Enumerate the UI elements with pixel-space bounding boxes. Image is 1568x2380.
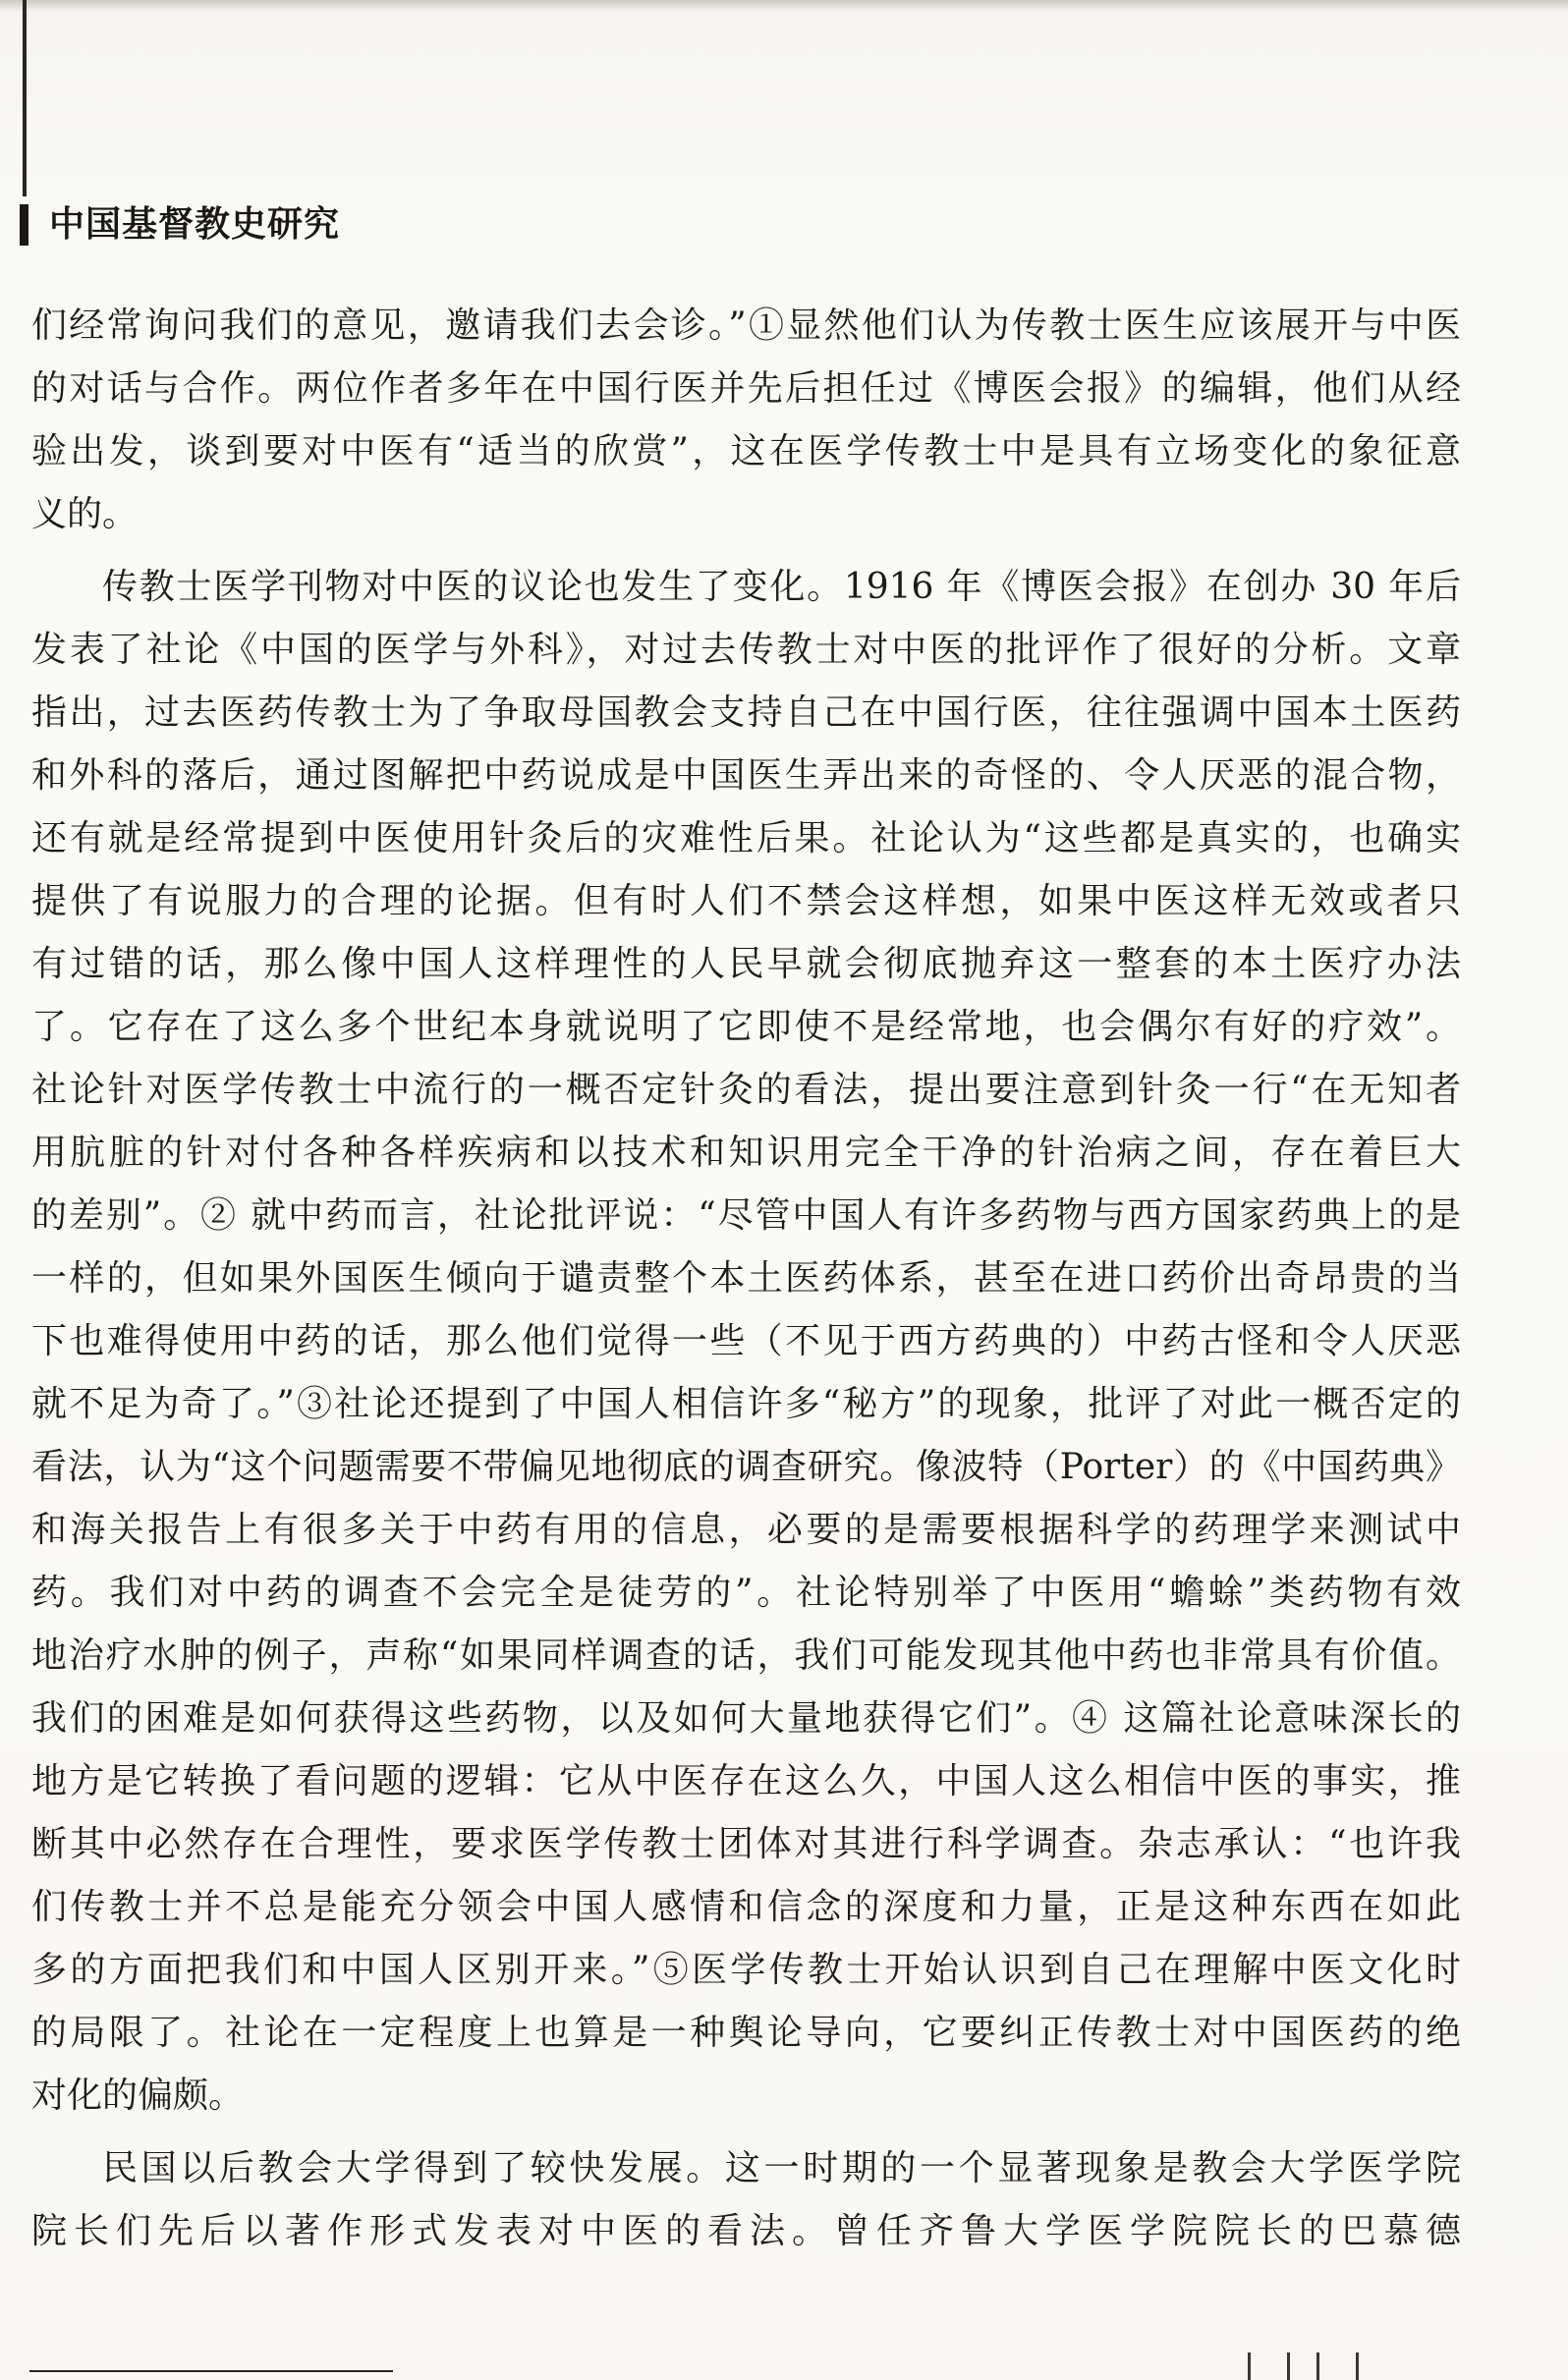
text-line: 传教士医学刊物对中医的议论也发生了变化。1916 年《博医会报》在创办 30 年后	[102, 567, 1461, 607]
text-line: 就不足为奇了。”③社论还提到了中国人相信许多“秘方”的现象，批评了对此一概否定的	[31, 1384, 1461, 1424]
paragraph-gap	[31, 546, 1461, 556]
text-line: 药。我们对中药的调查不会完全是徒劳的”。社论特别举了中医用“蟾蜍”类药物有效	[31, 1573, 1461, 1613]
body-text	[31, 295, 1461, 2263]
text-line: 还有就是经常提到中医使用针灸后的灾难性后果。社论认为“这些都是真实的，也确实	[31, 818, 1461, 858]
running-head-marker	[20, 204, 28, 246]
footnote-separator-rule	[29, 2370, 393, 2372]
text-line: 下也难得使用中药的话，那么他们觉得一些（不见于西方药典的）中药古怪和令人厌恶	[31, 1321, 1461, 1361]
paragraph-gap	[31, 2128, 1461, 2137]
text-line: 地方是它转换了看问题的逻辑：它从中医存在这么久，中国人这么相信中医的事实，推	[31, 1761, 1461, 1801]
text-line: 的差别”。② 就中药而言，社论批评说：“尽管中国人有许多药物与西方国家药典上的是	[31, 1195, 1461, 1236]
text-line: 义的。	[31, 494, 139, 534]
text-line: 提供了有说服力的合理的论据。但有时人们不禁会这样想，如果中医这样无效或者只	[31, 881, 1461, 921]
text-line: 指出，过去医药传教士为了争取母国教会支持自己在中国行医，往往强调中国本土医药	[31, 692, 1461, 733]
text-line: 民国以后教会大学得到了较快发展。这一时期的一个显著现象是教会大学医学院	[102, 2148, 1461, 2188]
text-line: 对化的偏颇。	[31, 2076, 245, 2116]
text-line: 社论针对医学传教士中流行的一概否定针灸的看法，提出要注意到针灸一行“在无知者	[31, 1070, 1461, 1110]
running-head-title: 中国基督教史研究	[49, 204, 341, 245]
page-top-shadow	[0, 0, 1568, 12]
page-edge-marks	[1248, 2352, 1366, 2380]
text-line: 多的方面把我们和中国人区别开来。”⑤医学传教士开始认识到自己在理解中医文化时	[31, 1950, 1461, 1990]
text-line: 的局限了。社论在一定程度上也算是一种舆论导向，它要纠正传教士对中国医药的绝	[31, 2013, 1461, 2053]
text-line: 用肮脏的针对付各种各样疾病和以技术和知识用完全干净的针治病之间，存在着巨大	[31, 1133, 1461, 1173]
text-line: 们传教士并不总是能充分领会中国人感情和信念的深度和力量，正是这种东西在如此	[31, 1887, 1461, 1927]
text-line: 了。它存在了这么多个世纪本身就说明了它即使不是经常地，也会偶尔有好的疗效”。	[31, 1007, 1461, 1047]
text-line: 验出发，谈到要对中医有“适当的欣赏”，这在医学传教士中是具有立场变化的象征意	[31, 431, 1461, 471]
text-line: 院长们先后以著作形式发表对中医的看法。曾任齐鲁大学医学院院长的巴慕德	[31, 2211, 1461, 2251]
left-margin-rule	[23, 0, 27, 196]
text-line: 我们的困难是如何获得这些药物，以及如何大量地获得它们”。④ 这篇社论意味深长的	[31, 1698, 1461, 1739]
text-line: 断其中必然存在合理性，要求医学传教士团体对其进行科学调查。杂志承认：“也许我	[31, 1824, 1461, 1864]
text-line: 地治疗水肿的例子，声称“如果同样调查的话，我们可能发现其他中药也非常具有价值。	[31, 1635, 1461, 1676]
text-line: 看法，认为“这个问题需要不带偏见地彻底的调查研究。像波特（Porter）的《中国药典》	[31, 1447, 1461, 1487]
text-line: 和海关报告上有很多关于中药有用的信息，必要的是需要根据科学的药理学来测试中	[31, 1510, 1461, 1550]
text-line: 发表了社论《中国的医学与外科》，对过去传教士对中医的批评作了很好的分析。文章	[31, 630, 1461, 670]
text-line: 一样的，但如果外国医生倾向于谴责整个本土医药体系，甚至在进口药价出奇昂贵的当	[31, 1258, 1461, 1299]
text-line: 们经常询问我们的意见，邀请我们去会诊。”①显然他们认为传教士医生应该展开与中医	[31, 305, 1461, 346]
text-line: 有过错的话，那么像中国人这样理性的人民早就会彻底抛弃这一整套的本土医疗办法	[31, 944, 1461, 984]
text-line: 和外科的落后，通过图解把中药说成是中国医生弄出来的奇怪的、令人厌恶的混合物，	[31, 755, 1461, 796]
text-line: 的对话与合作。两位作者多年在中国行医并先后担任过《博医会报》的编辑，他们从经	[31, 368, 1461, 409]
